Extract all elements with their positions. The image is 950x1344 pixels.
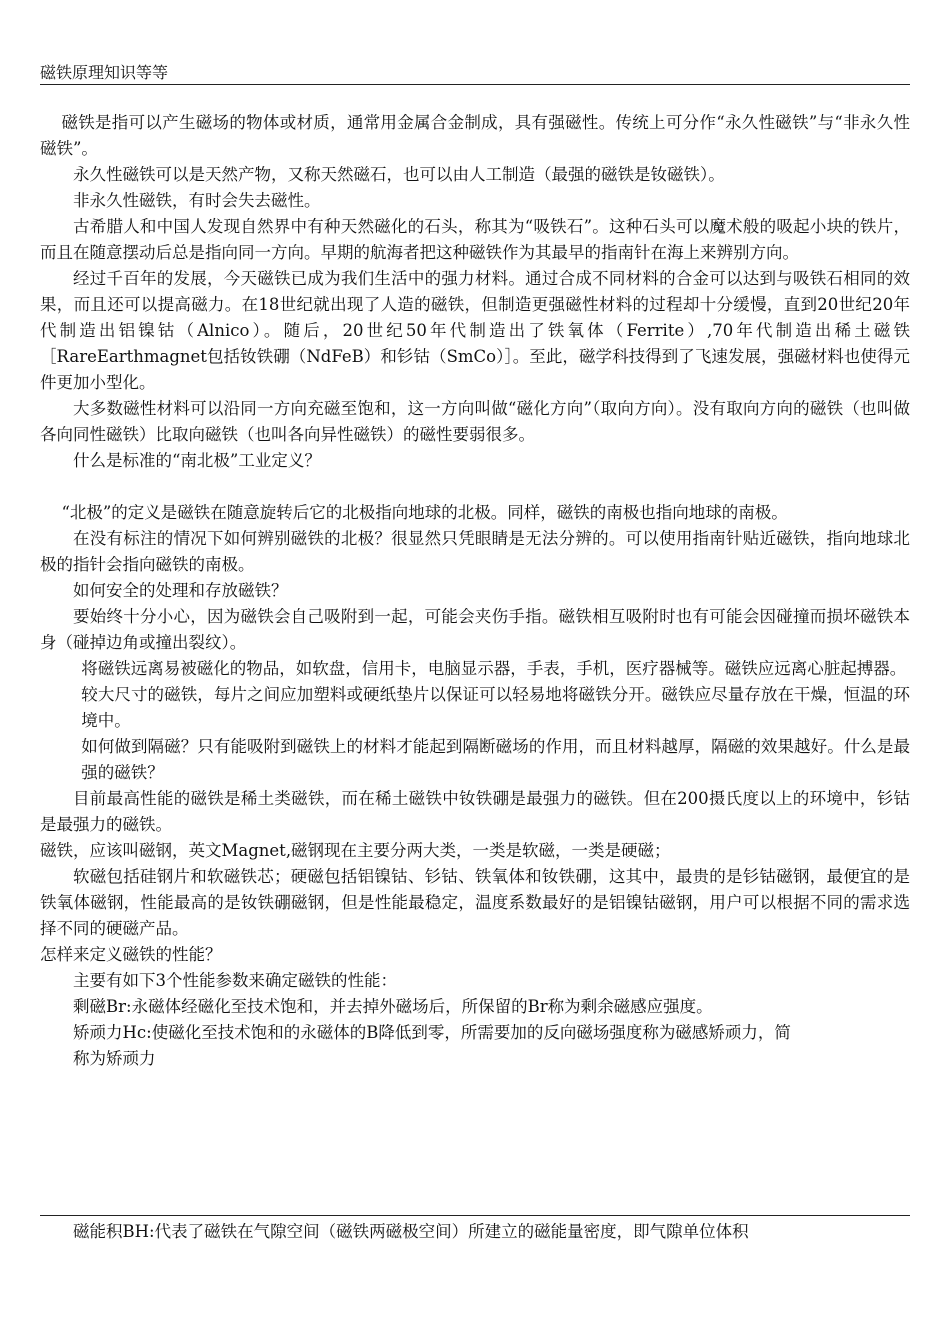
- paragraph: 经过千百年的发展，今天磁铁已成为我们生活中的强力材料。通过合成不同材料的合金可以达到与吸铁石相同的效果，而且还可以提高磁力。在18世纪就出现了人造的磁铁，但制造更强磁性材料的过程却十分缓慢，直到20世纪20年代制造出铝镍钴（Alnico）。随后，20世纪50年代制造出了铁氧体（Ferrite）,70年代制造出稀土磁铁［RareEarthmagnet包括钕铁硼（NdFeB）和钐钴（SmCo）］。至此，磁学科技得到了飞速发展，强磁材料也使得元件更加小型化。: [40, 269, 910, 392]
- paragraph: 要始终十分小心，因为磁铁会自己吸附到一起，可能会夹伤手指。磁铁相互吸附时也有可能会因碰撞而损坏磁铁本身（碰掉边角或撞出裂纹）。: [40, 607, 910, 652]
- paragraph: 大多数磁性材料可以沿同一方向充磁至饱和，这一方向叫做“磁化方向”（取向方向）。没有取向方向的磁铁（也叫做各向同性磁铁）比取向磁铁（也叫各向异性磁铁）的磁性要弱很多。: [40, 399, 910, 444]
- document-body: [40, 110, 910, 1072]
- section-question: 如何安全的处理和存放磁铁？: [73, 581, 288, 600]
- footer-rule: [40, 1215, 910, 1216]
- paragraph: 剩磁Br:永磁体经磁化至技术饱和，并去掉外磁场后，所保留的Br称为剩余磁感应强度。: [73, 997, 713, 1016]
- page-header-title: 磁铁原理知识等等: [40, 63, 169, 82]
- paragraph: “北极”的定义是磁铁在随意旋转后它的北极指向地球的北极。同样，磁铁的南极也指向地球的南极。: [61, 503, 788, 522]
- paragraph: 将磁铁远离易被磁化的物品，如软盘，信用卡，电脑显示器，手表，手机，医疗器械等。磁铁应远离心脏起搏器。: [81, 659, 907, 678]
- paragraph: 目前最高性能的磁铁是稀土类磁铁，而在稀土磁铁中钕铁硼是最强力的磁铁。但在200摄氏度以上的环境中，钐钴是最强力的磁铁。: [40, 789, 910, 834]
- blank-line: [40, 474, 910, 500]
- paragraph: 在没有标注的情况下如何辨别磁铁的北极？很显然只凭眼睛是无法分辨的。可以使用指南针贴近磁铁，指向地球北极的指针会指向磁铁的南极。: [40, 529, 910, 574]
- section-question: 怎样来定义磁铁的性能？: [40, 945, 222, 964]
- paragraph: 磁铁是指可以产生磁场的物体或材质，通常用金属合金制成，具有强磁性。传统上可分作“永久性磁铁”与“非永久性磁铁”。: [40, 113, 910, 158]
- paragraph: 软磁包括硅钢片和软磁铁芯；硬磁包括铝镍钴、钐钴、铁氧体和钕铁硼，这其中，最贵的是钐钴磁钢，最便宜的是铁氧体磁钢，性能最高的是钕铁硼磁钢，但是性能最稳定，温度系数最好的是铝镍钴磁钢，用户可以根据不同的需求选择不同的硬磁产品。: [40, 867, 910, 938]
- paragraph: 称为矫顽力: [73, 1049, 156, 1068]
- paragraph: 如何做到隔磁？只有能吸附到磁铁上的材料才能起到隔断磁场的作用，而且材料越厚，隔磁的效果越好。什么是最强的磁铁？: [81, 737, 910, 782]
- paragraph: 永久性磁铁可以是天然产物，又称天然磁石，也可以由人工制造（最强的磁铁是钕磁铁）。: [73, 165, 725, 184]
- footer-continuation-line: 磁能积BH:代表了磁铁在气隙空间（磁铁两磁极空间）所建立的磁能量密度，即气隙单位体积: [73, 1222, 749, 1241]
- section-question: 什么是标准的“南北极”工业定义？: [73, 451, 321, 470]
- paragraph: 非永久性磁铁，有时会失去磁性。: [73, 191, 321, 210]
- paragraph: 较大尺寸的磁铁，每片之间应加塑料或硬纸垫片以保证可以轻易地将磁铁分开。磁铁应尽量存放在干燥，恒温的环境中。: [81, 685, 910, 730]
- paragraph: 矫顽力Hc:使磁化至技术饱和的永磁体的B降低到零，所需要加的反向磁场强度称为磁感矫顽力，简: [73, 1023, 791, 1042]
- paragraph: 磁铁，应该叫磁钢，英文Magnet,磁钢现在主要分两大类，一类是软磁，一类是硬磁；: [40, 841, 671, 860]
- header-rule: [40, 84, 910, 85]
- paragraph: 主要有如下3个性能参数来确定磁铁的性能：: [73, 971, 397, 990]
- paragraph: 古希腊人和中国人发现自然界中有种天然磁化的石头，称其为“吸铁石”。这种石头可以魔术般的吸起小块的铁片，而且在随意摆动后总是指向同一方向。早期的航海者把这种磁铁作为其最早的指南针在海上来辨别方向。: [40, 217, 910, 262]
